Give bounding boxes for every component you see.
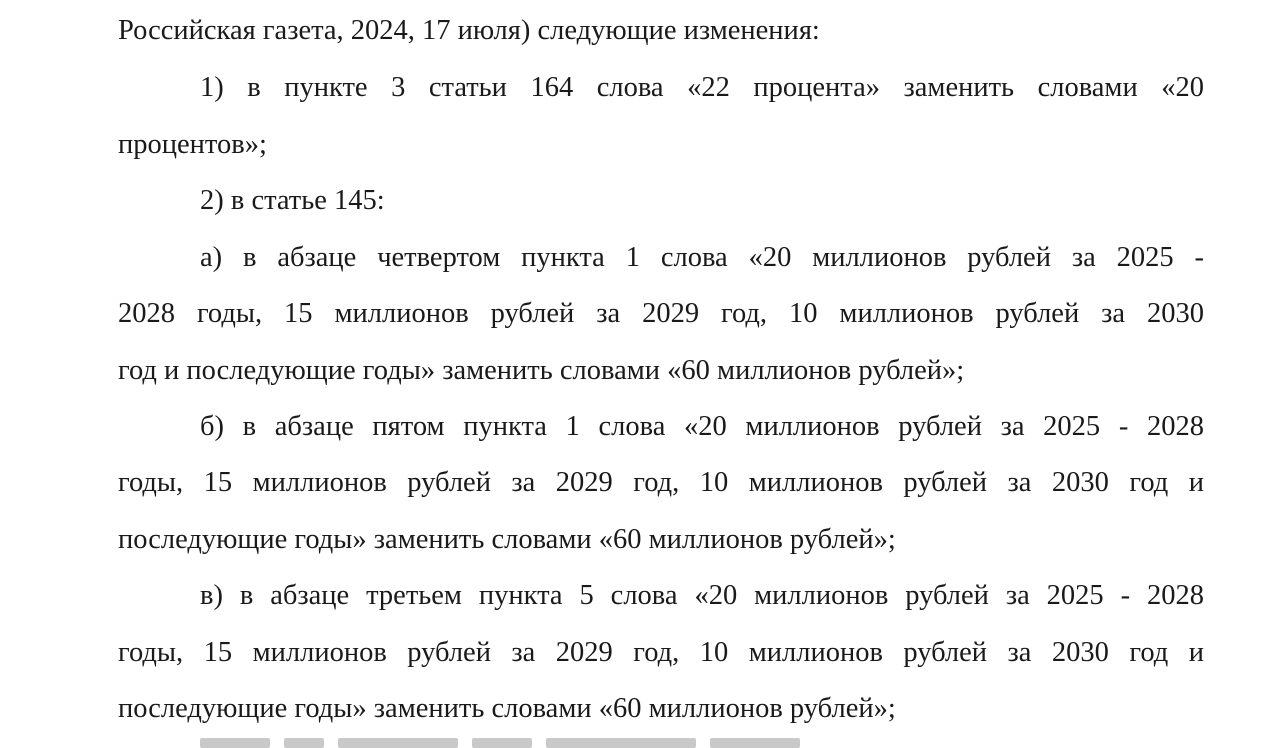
text-line-item-1-cont: процентов»; xyxy=(118,129,267,160)
text-line-item-2: 2) в статье 145: xyxy=(200,185,385,216)
text-line-item-b-cont-1: годы, 15 миллионов рублей за 2029 год, 10 миллионов рублей за 2030 год и xyxy=(118,467,1204,498)
text-line-item-1: 1) в пункте 3 статьи 164 слова «22 процента» заменить словами «20 xyxy=(200,72,1204,103)
text-line-item-v: в) в абзаце третьем пункта 5 слова «20 миллионов рублей за 2025 - 2028 xyxy=(200,580,1204,611)
text-line-item-a-cont-2: год и последующие годы» заменить словами «60 миллионов рублей»; xyxy=(118,355,965,386)
text-line-intro: Российская газета, 2024, 17 июля) следующие изменения: xyxy=(118,15,820,46)
text-line-item-v-cont-1: годы, 15 миллионов рублей за 2029 год, 10 миллионов рублей за 2030 год и xyxy=(118,637,1204,668)
text-line-item-v-cont-2: последующие годы» заменить словами «60 миллионов рублей»; xyxy=(118,693,896,724)
text-line-item-b-cont-2: последующие годы» заменить словами «60 миллионов рублей»; xyxy=(118,524,896,555)
cropped-next-line xyxy=(118,738,1018,748)
text-line-item-a: а) в абзаце четвертом пункта 1 слова «20 миллионов рублей за 2025 - xyxy=(200,242,1204,273)
text-line-item-a-cont-1: 2028 годы, 15 миллионов рублей за 2029 год, 10 миллионов рублей за 2030 xyxy=(118,298,1204,329)
text-line-item-b: б) в абзаце пятом пункта 1 слова «20 миллионов рублей за 2025 - 2028 xyxy=(200,411,1204,442)
